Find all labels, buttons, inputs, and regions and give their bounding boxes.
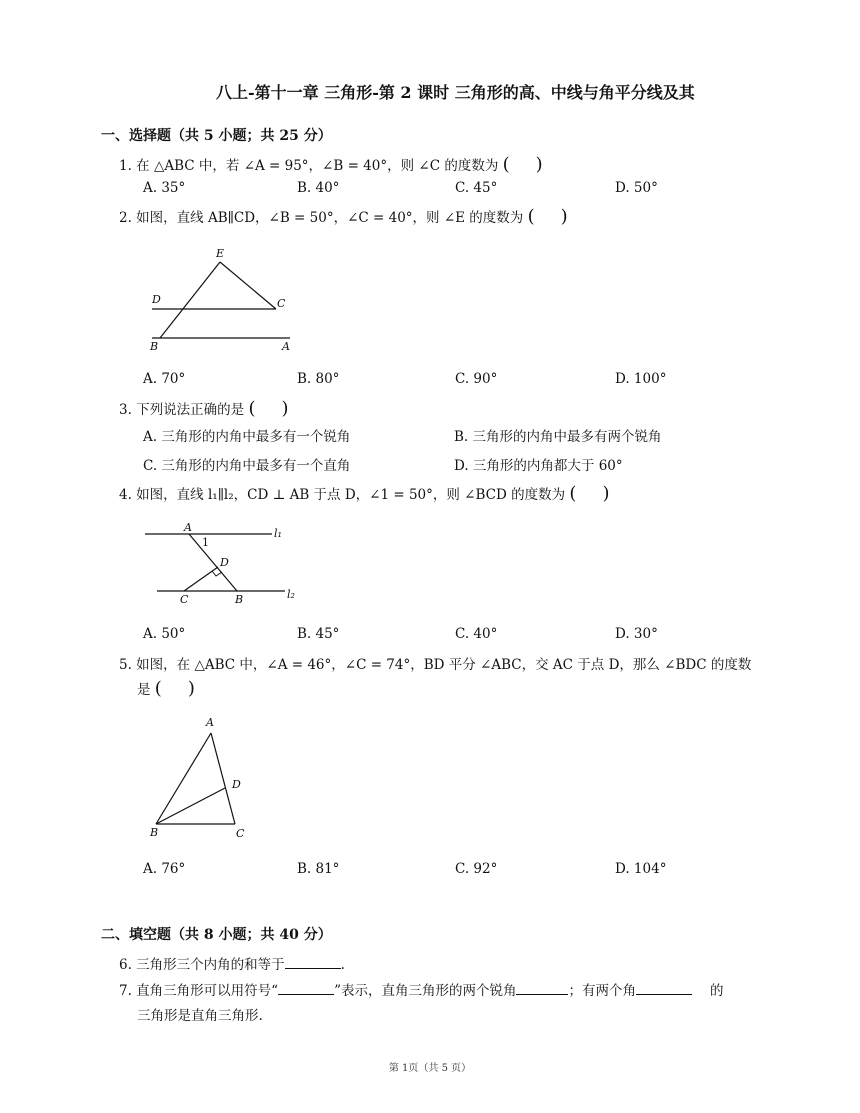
answer-paren-open: ( (502, 154, 510, 175)
figure-question-5 (140, 710, 260, 845)
label-B: B (150, 826, 159, 839)
answer-blank[interactable] (636, 982, 692, 995)
option-a: A. 35° (143, 180, 186, 196)
option-d: D. 100° (615, 371, 667, 387)
answer-paren-close: ) (281, 398, 289, 419)
answer-paren-close: ) (187, 678, 195, 699)
option-d: D. 三角形的内角都大于 60° (454, 458, 623, 474)
figure-question-4 (140, 518, 310, 608)
label-E: E (216, 247, 225, 260)
option-a: A. 70° (143, 371, 186, 387)
question-5 (119, 653, 751, 673)
option-c: C. 92° (455, 861, 498, 877)
option-b: B. 80° (297, 371, 340, 387)
question-stem: 7. 直角三角形可以用符号“ (119, 983, 279, 999)
question-stem: 5. 如图，在 △ABC 中，∠A = 46°，∠C = 74°，BD 平分 ∠ABC，交 AC 于点 D，那么 ∠BDC 的度数 (119, 657, 752, 673)
answer-paren-close: ) (560, 206, 568, 227)
option-a: A. 76° (143, 861, 186, 877)
question-3 (119, 398, 289, 419)
figure-question-2 (140, 240, 300, 355)
question-7-cont (137, 1004, 263, 1024)
page-footer: 第 1页（共 5 页） (388, 1063, 472, 1074)
option-a: A. 50° (143, 626, 186, 642)
answer-paren-close: ) (535, 154, 543, 175)
question-stem: 1. 在 △ABC 中，若 ∠A = 95°，∠B = 40°，则 ∠C 的度数为 (119, 158, 499, 174)
question-stem: 4. 如图，直线 l₁∥l₂，CD ⊥ AB 于点 D，∠1 = 50°，则 ∠BCD 的度数为 (119, 487, 566, 503)
label-B: B (235, 593, 244, 606)
question-stem-part-3: ；有两个角 (568, 983, 636, 999)
label-A: A (206, 716, 214, 729)
option-b: B. 40° (297, 180, 340, 196)
answer-paren-open: ( (569, 483, 577, 504)
question-7 (119, 979, 723, 999)
answer-paren-open: ( (248, 398, 256, 419)
label-l1: l₁ (274, 527, 282, 540)
option-b: B. 三角形的内角中最多有两个锐角 (454, 429, 662, 445)
label-angle-1: 1 (202, 536, 209, 549)
option-d: D. 50° (615, 180, 658, 196)
question-stem-end: . (340, 957, 345, 973)
option-b: B. 45° (297, 626, 340, 642)
question-stem-cont: 是 (137, 682, 151, 698)
question-6 (119, 953, 345, 973)
answer-paren-close: ) (602, 483, 610, 504)
question-4 (119, 483, 609, 504)
answer-blank[interactable] (278, 982, 334, 995)
label-C: C (277, 297, 286, 310)
question-stem-part-4: 的 (709, 983, 724, 999)
question-5-cont (137, 678, 195, 699)
option-c: C. 40° (455, 626, 498, 642)
label-D: D (220, 556, 229, 569)
option-c: C. 三角形的内角中最多有一个直角 (143, 458, 351, 474)
question-stem-part-2: ”表示，直角三角形的两个锐角 (334, 983, 517, 999)
label-D: D (232, 778, 241, 791)
question-2 (119, 206, 568, 227)
question-stem: 6. 三角形三个内角的和等于 (119, 957, 285, 973)
option-d: D. 104° (615, 861, 667, 877)
section-heading-choice: 一、选择题（共 5 小题；共 25 分） (101, 128, 332, 144)
answer-paren-open: ( (527, 206, 535, 227)
label-A: A (184, 521, 192, 534)
question-stem: 2. 如图，直线 AB∥CD，∠B = 50°，∠C = 40°，则 ∠E 的度数为 (119, 210, 524, 226)
page-title: 八上-第十一章 三角形-第 2 课时 三角形的高、中线与角平分线及其 (216, 83, 695, 102)
label-D: D (152, 293, 161, 306)
option-c: C. 90° (455, 371, 498, 387)
option-c: C. 45° (455, 180, 498, 196)
label-B: B (150, 340, 159, 353)
answer-paren-open: ( (154, 678, 162, 699)
question-stem: 3. 下列说法正确的是 (119, 402, 245, 418)
answer-blank[interactable] (516, 982, 568, 995)
option-a: A. 三角形的内角中最多有一个锐角 (143, 429, 351, 445)
label-C: C (180, 593, 189, 606)
answer-blank[interactable] (285, 956, 341, 969)
label-C: C (236, 827, 245, 840)
label-A: A (282, 340, 290, 353)
option-b: B. 81° (297, 861, 340, 877)
question-1 (119, 154, 543, 175)
question-stem-cont: 三角形是直角三角形. (137, 1008, 263, 1024)
option-d: D. 30° (615, 626, 658, 642)
section-heading-fill: 二、填空题（共 8 小题；共 40 分） (101, 927, 332, 943)
label-l2: l₂ (287, 588, 295, 601)
